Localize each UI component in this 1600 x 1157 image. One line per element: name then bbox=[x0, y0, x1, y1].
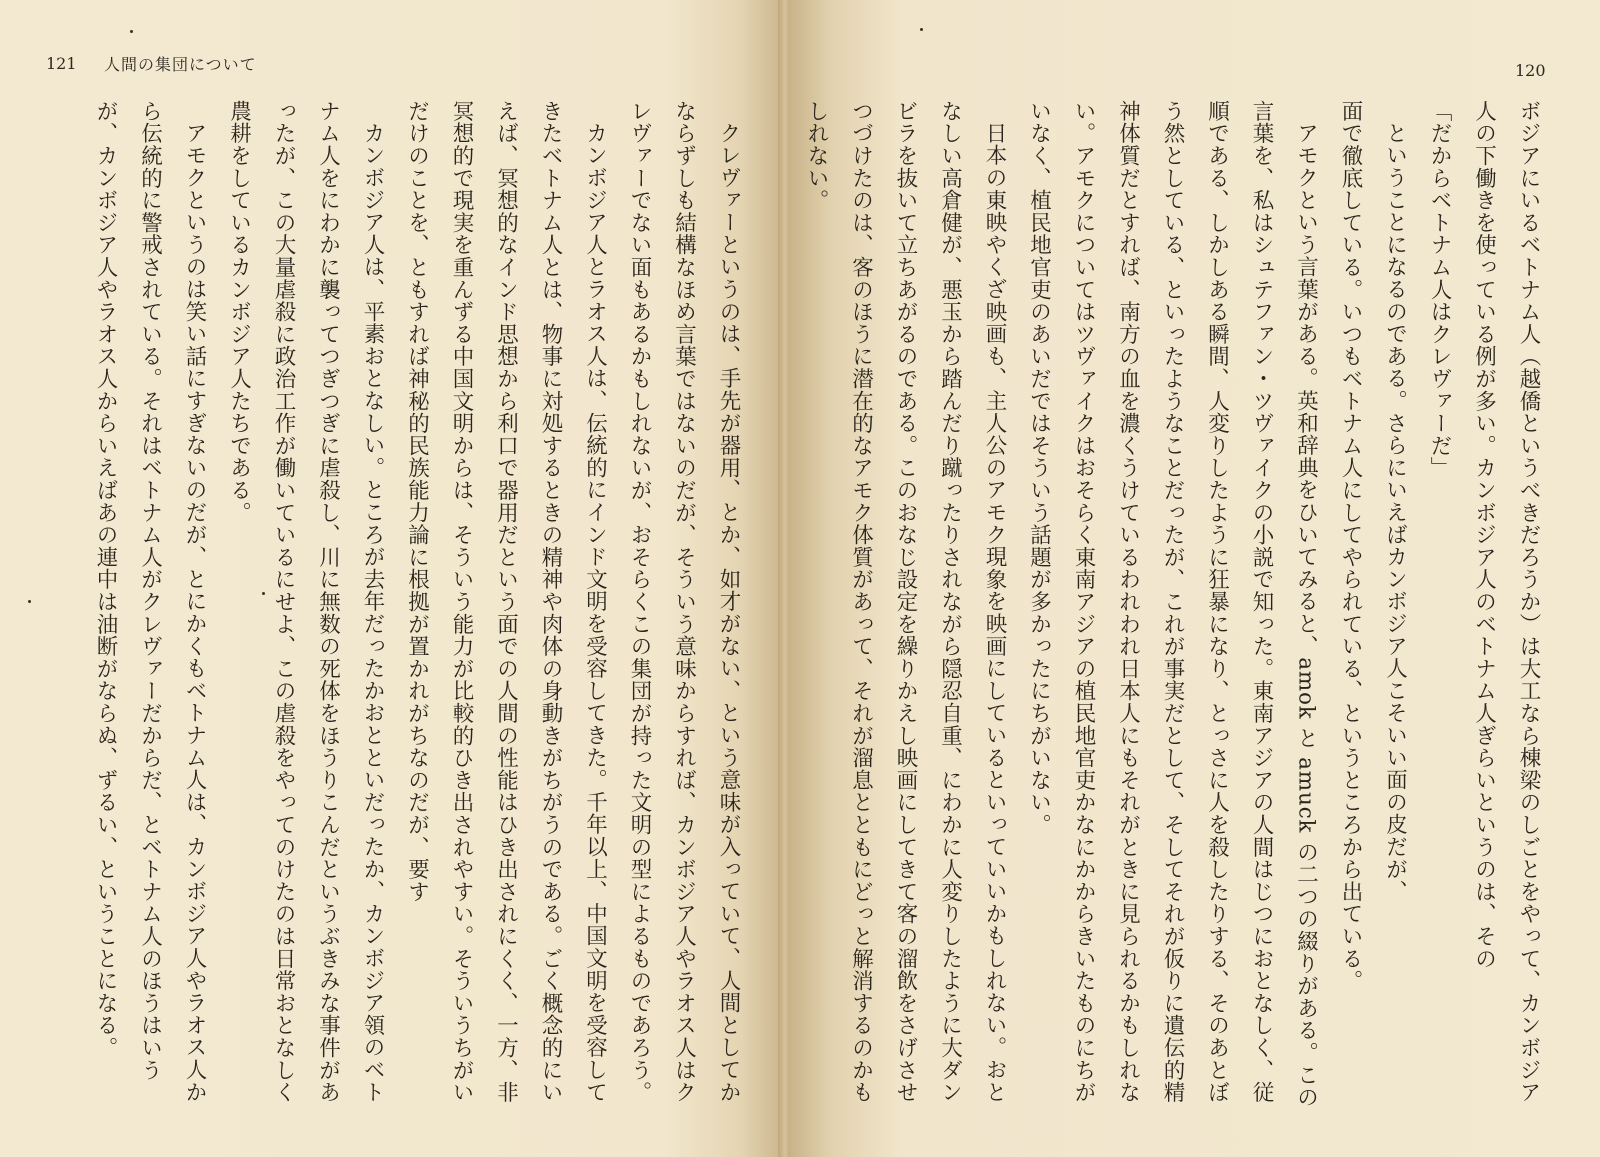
left-page-header bbox=[46, 52, 257, 74]
left-paragraph-1: クレヴァーというのは、手先が器用、とか、如才がない、という意味が入っていて、人間としてかならずしも結構なほめ言葉ではないのだが、そういう意味からすれば、カンボジア人やラオス人はクレヴァーでない面もあるかもしれないが、おそらくこの集団が持った文明の型によるものであろう。 bbox=[627, 100, 741, 1104]
right-page bbox=[790, 0, 1600, 1157]
left-paragraph-2: カンボジア人とラオス人は、伝統的にインド文明を受容してきた。千年以上、中国文明を受容してきたベトナム人とは、物事に対処するときの精神や肉体の身動きがちがうのである。ごく概念的にいえば、冥想的なインド思想から利口で器用だという面での人間の性能はひき出されにくく、一方、非冥想的で現実を重んずる中国文明からは、そういう能力が比較的ひき出されやすい。そういうちがいだけのことを、ともすれば神秘的民族能力論に根拠が置かれがちなのだが、要す bbox=[404, 100, 608, 1104]
right-paragraph-4: アモクという言葉がある。英和辞典をひいてみると、amok と amuck の二つの綴りがある。この言葉を、私はシュテファン・ツヴァイクの小説で知った。東南アジアの人間はじつにおとなしく、従順である、しかしある瞬間、人変りしたように狂暴になり、とっさに人を殺したりする、そのあとぼう然としている、といったようなことだったが、これが事実だとして、そしてそれが仮りに遺伝的精神体質だとすれば、南方の血を濃くうけているわれわれ日本人にもそれがときに見られるかもしれない。アモクについてはツヴァイクはおそらく東南アジアの植民地官吏かなにかからきいたものにちがいなく、植民地官吏のあいだではそういう話題が多かったにちがいない。 bbox=[1026, 100, 1319, 1109]
right-paragraph-2: ということになるのである。さらにいえばカンボジア人こそいい面の皮だが、 bbox=[1382, 121, 1408, 902]
right-paragraph-3: 面で徹底している。いつもベトナム人にしてやられている、というところから出ている。 bbox=[1338, 100, 1363, 992]
running-title: 人間の集団について bbox=[104, 54, 257, 74]
right-paragraph-1: ボジアにいるベトナム人（越僑というべきだろうか）は大工なら棟梁のしごとをやって、カンボジア人の下働きを使っている例が多い。カンボジア人のベトナム人ぎらいというのは、その bbox=[1471, 100, 1541, 1104]
paper-speck bbox=[262, 592, 265, 595]
left-paragraph-3: カンボジア人は、平素おとなしい。ところが去年だったかおとといだったか、カンボジア領のベトナム人をにわかに襲ってつぎつぎに虐殺し、川に無数の死体をほうりこんだというぶきみな事件があったが、この大量虐殺に政治工作が働いているにせよ、この虐殺をやってのけたのは日常おとなしく農耕をしているカンボジア人たちである。 bbox=[226, 100, 385, 1104]
left-page bbox=[0, 0, 780, 1157]
right-paragraph-5: 日本の東映やくざ映画も、主人公のアモク現象を映画にしているといっていいかもしれない。おとなしい高倉健が、悪玉から踏んだり蹴ったりされながら隠忍自重、にわかに人変りしたように大ダンビラを抜いて立ちあがるのである。このおなじ設定を繰りかえし映画にしてきて客の溜飲をさげさせつづけたのは、客のほうに潜在的なアモク体質があって、それが溜息とともにどっと解消するのかもしれない。 bbox=[804, 100, 1007, 1104]
right-page-number: 120 bbox=[1515, 61, 1546, 80]
right-quote: 「だからベトナム人はクレヴァーだ」 bbox=[1427, 100, 1452, 480]
paper-speck bbox=[28, 600, 31, 603]
paper-speck bbox=[920, 28, 923, 31]
left-page-body bbox=[20, 100, 750, 1120]
left-paragraph-4: アモクというのは笑い話にすぎないのだが、とにかくもベトナム人は、カンボジア人やラオス人から伝統的に警戒されている。それはベトナム人がクレヴァーだからだ、とベトナム人のほうはいうが、カンボジア人やラオス人からいえばあの連中は油断がならぬ、ずるい、ということになる。 bbox=[93, 100, 207, 1103]
left-page-number: 121 bbox=[46, 53, 77, 73]
paper-speck bbox=[130, 30, 133, 33]
right-page-body bbox=[804, 100, 1550, 1120]
